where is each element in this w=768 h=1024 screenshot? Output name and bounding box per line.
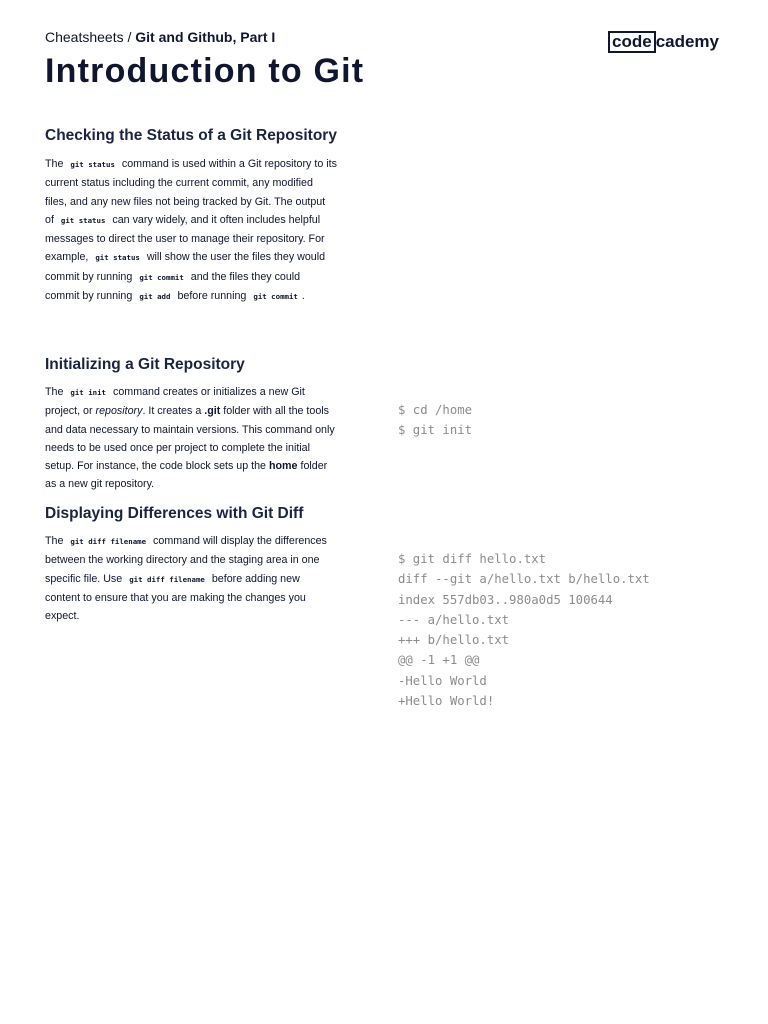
code-line: -Hello World — [398, 673, 487, 688]
emphasis-repository: repository — [95, 405, 143, 418]
breadcrumb — [45, 29, 275, 45]
bold-home: home — [269, 460, 298, 473]
code-line: index 557db03..980a0d5 100644 — [398, 592, 613, 607]
inline-code: git diff filename — [70, 537, 147, 546]
inline-code: git status — [95, 253, 140, 263]
inline-code: git status — [70, 160, 115, 169]
bold-git-folder: .git — [204, 405, 221, 418]
section-heading-status: Checking the Status of a Git Repository — [45, 127, 337, 144]
inline-code: git add — [139, 292, 171, 302]
page-title: Introduction to Git — [45, 52, 365, 90]
code-line: +Hello World! — [398, 694, 495, 709]
logo-code-part: code — [608, 31, 656, 53]
section-description-diff: The git diff filename command will display the differences between the working directory and the staging area in one specific file. Use git diff filename before adding new content to ensure that you are making the changes you expect. — [45, 535, 327, 623]
inline-code: git commit — [139, 272, 184, 282]
code-block-diff — [398, 549, 650, 711]
code-line: +++ b/hello.txt — [398, 633, 510, 648]
code-line: @@ -1 +1 @@ — [398, 653, 480, 668]
section-heading-diff: Displaying Differences with Git Diff — [45, 505, 304, 522]
code-line: $ git diff hello.txt — [398, 552, 547, 566]
codecademy-logo[interactable] — [608, 31, 719, 53]
section-description-status: The git status command is used within a Git repository to its current status including the current commit, any modified files, and any new files not being tracked by Git. The output of git status can vary widely, and it often includes helpful messages to direct the user to manage their repository. For example, git status will show the user the files they would commit by running git commit and the files they could commit by running git add before running git commit . — [45, 158, 337, 303]
section-description-init: The git init command creates or initializes a new Git project, or repository. It creates a .git folder with all the tools and data necessary to maintain versions. This command only needs to be used once per project to complete the initial setup. For instance, the code block sets up the home folder as a new git repository. — [45, 386, 335, 491]
code-line: --- a/hello.txt — [398, 612, 510, 627]
code-line: $ cd /home — [398, 403, 473, 417]
section-heading-init: Initializing a Git Repository — [45, 356, 245, 373]
breadcrumb-parent-link[interactable]: Cheatsheets — [45, 29, 124, 45]
inline-code: git commit — [253, 292, 298, 302]
inline-code: git diff filename — [129, 574, 205, 584]
code-line: diff --git a/hello.txt b/hello.txt — [398, 572, 650, 587]
breadcrumb-current: Git and Github, Part I — [135, 29, 276, 45]
code-block-init — [398, 400, 472, 441]
inline-code: git status — [60, 215, 106, 225]
inline-code: git init — [70, 388, 107, 397]
code-line: $ git init — [398, 423, 473, 438]
logo-cademy-part: cademy — [655, 32, 720, 51]
breadcrumb-separator: / — [127, 29, 132, 45]
